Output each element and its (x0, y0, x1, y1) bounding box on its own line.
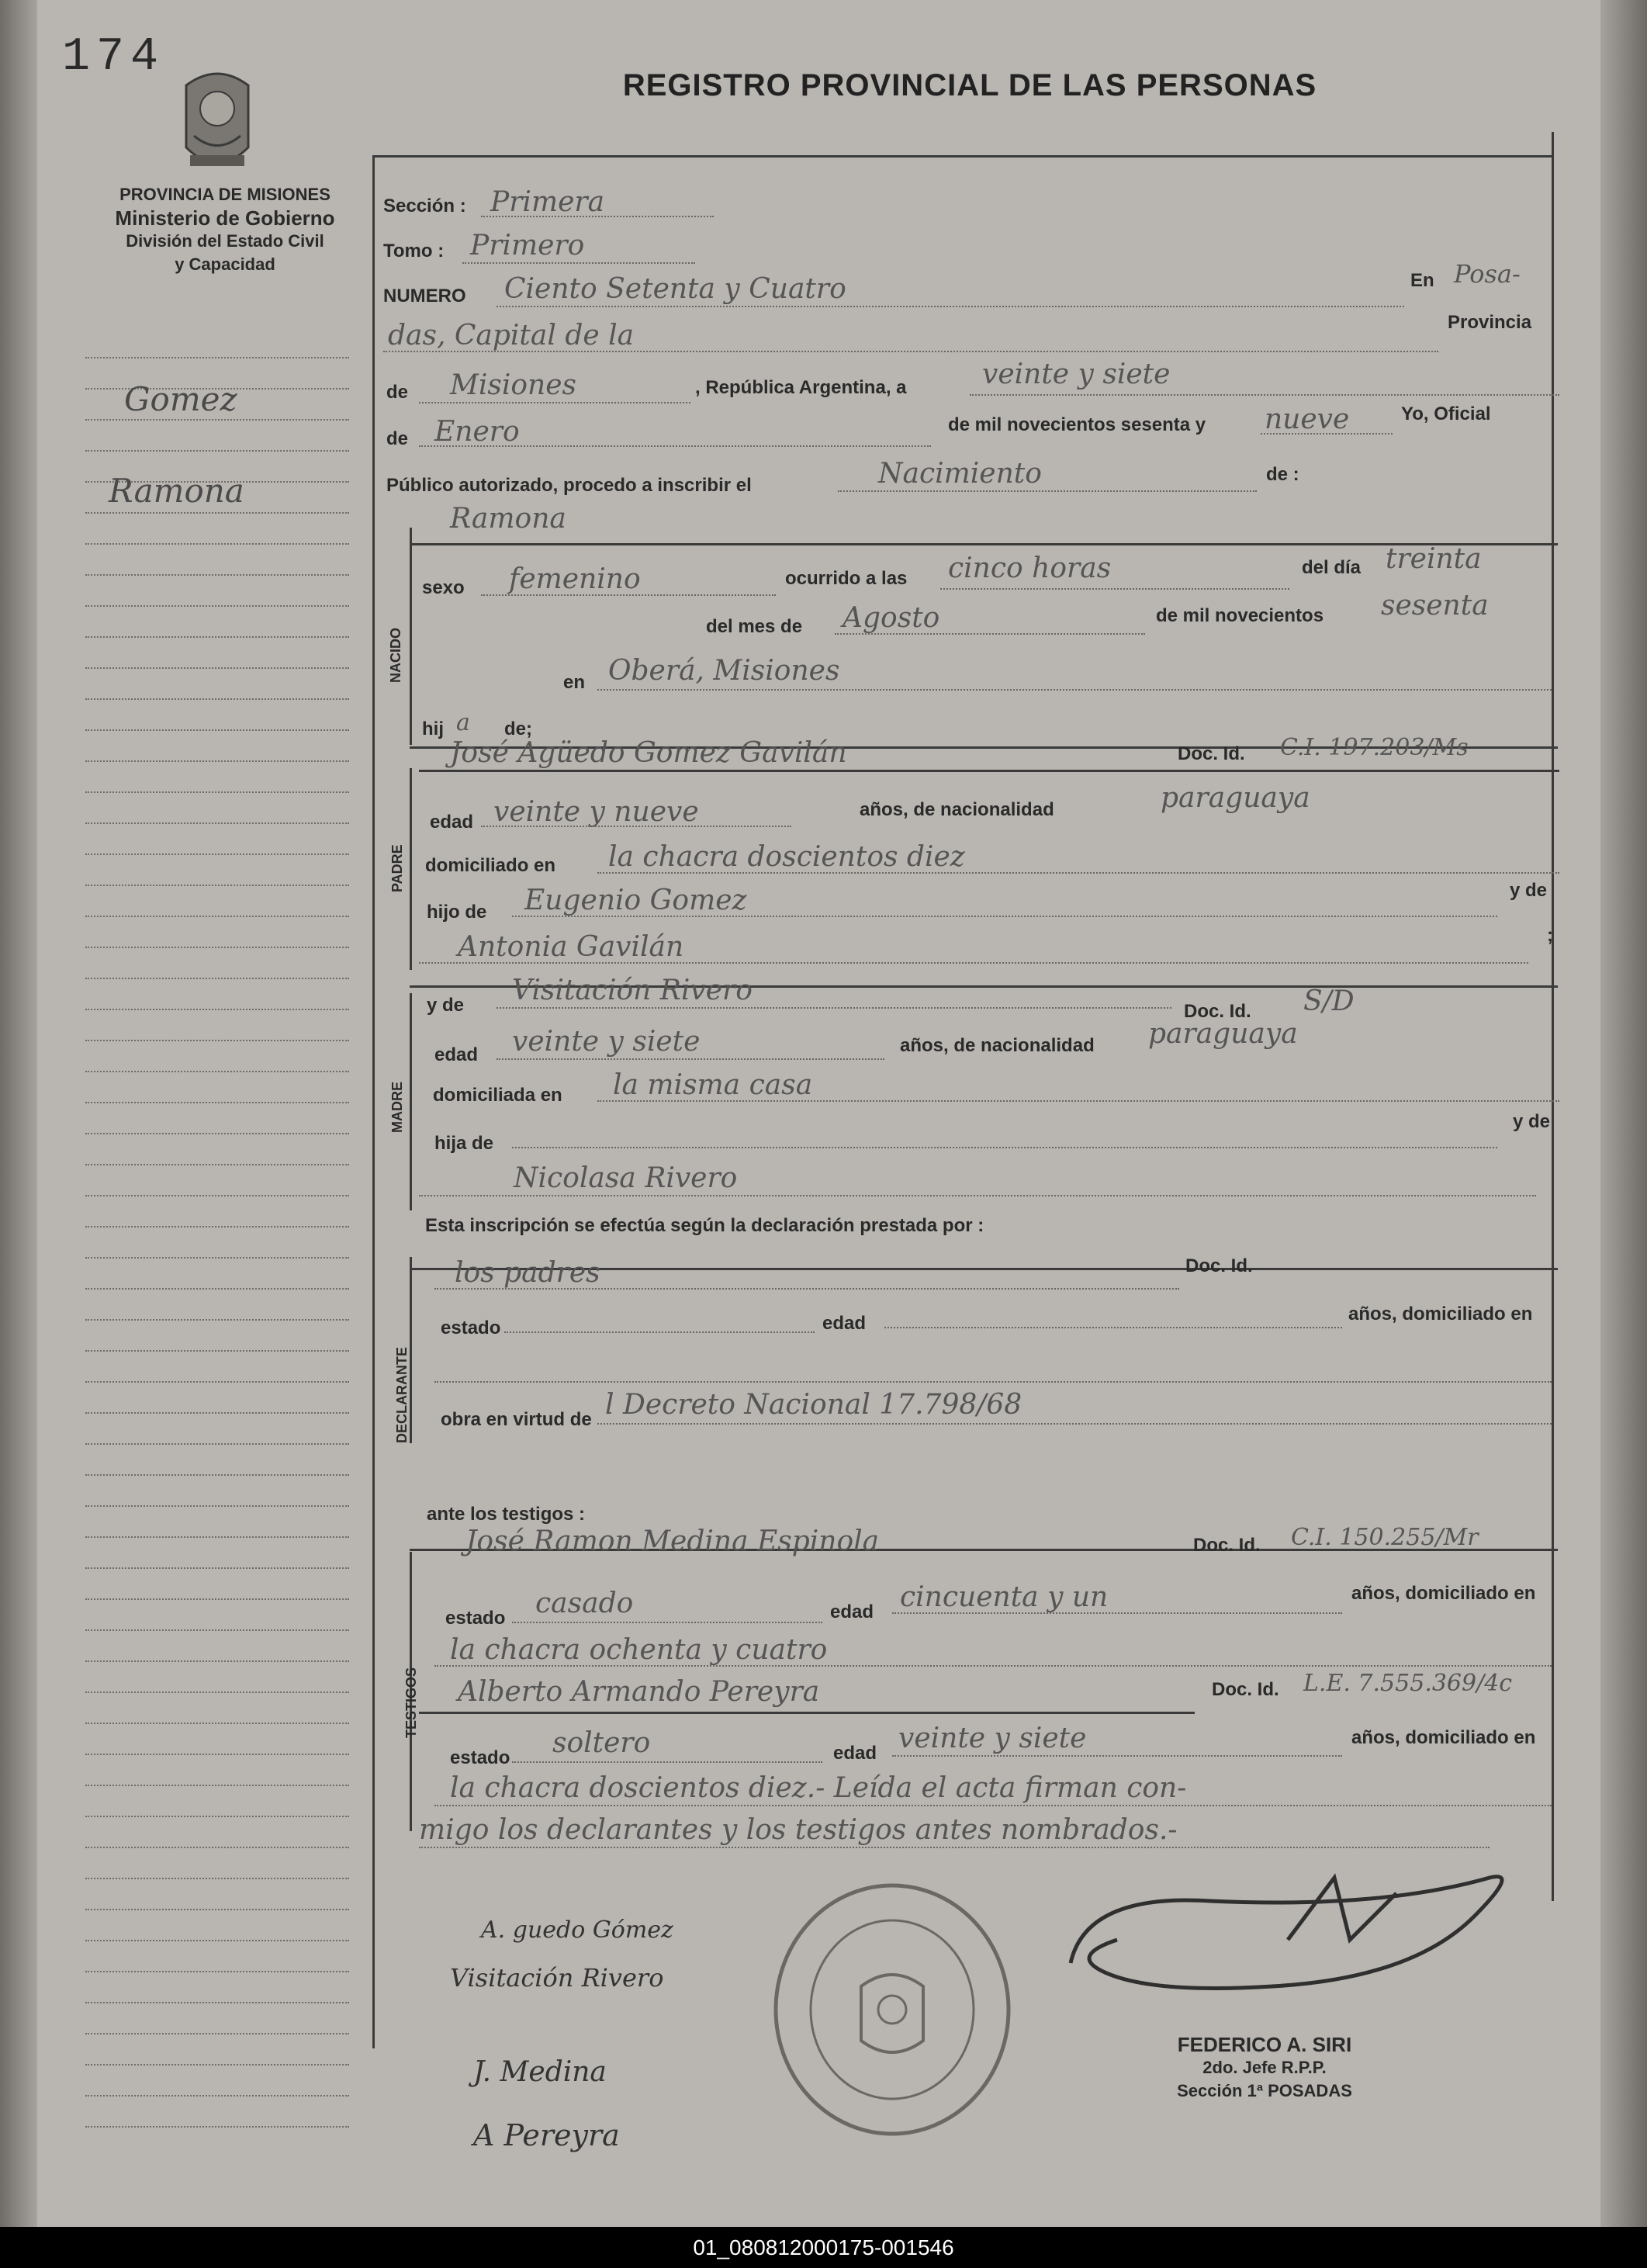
obra-label: obra en virtud de (441, 1409, 592, 1430)
madre-bracket (410, 993, 412, 1210)
margin-rule (85, 357, 349, 360)
margin-rule (85, 667, 349, 670)
sexo-value: femenino (509, 563, 641, 595)
margin-rule (85, 2095, 349, 2098)
margin-rule (85, 791, 349, 795)
en-label: En (1410, 270, 1434, 291)
margin-rule (85, 1102, 349, 1105)
hij-label: hij (422, 718, 444, 739)
madre-y-de-label: y de (427, 995, 465, 1016)
padre-edad-label: edad (430, 812, 474, 833)
padre-y-de-label: y de (1510, 880, 1548, 901)
madre-edad-line (497, 1058, 884, 1061)
padre-hijo-value: Eugenio Gomez (524, 885, 747, 916)
margin-rule (85, 2064, 349, 2067)
authority-ministry: Ministerio de Gobierno (115, 206, 335, 230)
margin-rule (85, 1257, 349, 1260)
ocurrido-label: ocurrido a las (785, 568, 908, 589)
margin-rule (85, 1319, 349, 1322)
margin-rule (85, 1443, 349, 1446)
hora-line (940, 588, 1289, 591)
signature-mother: Visitación Rivero (450, 1963, 664, 1993)
padre-madre-value: Antonia Gavilán (458, 931, 684, 963)
madre-edad-value: veinte y siete (512, 1026, 701, 1058)
margin-rule (85, 1847, 349, 1850)
margin-rule (85, 1816, 349, 1819)
madre-padres-value: Nicolasa Rivero (514, 1162, 738, 1194)
page-number: 174 (62, 31, 165, 84)
testigo2-estado-label: estado (450, 1747, 510, 1768)
declarante-intro: Esta inscripción se efectúa según la declaración prestada por : (425, 1215, 984, 1236)
testigo1-dom-line (434, 1665, 1552, 1668)
obra-line (597, 1423, 1552, 1426)
padre-edad-line (481, 826, 791, 829)
frame-top-rule (372, 155, 1552, 158)
numero-label: NUMERO (383, 286, 466, 306)
numero-value: Ciento Setenta y Cuatro (504, 273, 846, 305)
madre-doc-value: S/D (1303, 985, 1355, 1017)
testigo2-doc-label: Doc. Id. (1212, 1679, 1279, 1700)
hij-de-label: de; (504, 718, 532, 739)
declarante-doc-label: Doc. Id. (1185, 1255, 1253, 1276)
tomo-line (462, 262, 695, 265)
padre-doc-value: C.I. 197.203/Ms (1280, 734, 1469, 761)
testigo1-edad-line (892, 1612, 1342, 1615)
margin-rule (85, 1381, 349, 1384)
official-signature-flourish (1055, 1847, 1536, 2025)
padre-bracket (410, 768, 412, 970)
testigo2-edad-line (892, 1755, 1342, 1758)
padre-edad-value: veinte y nueve (493, 796, 699, 828)
de-line (419, 402, 690, 405)
testigo1-edad-label: edad (830, 1601, 874, 1622)
nacido-mil-label: de mil novecientos (1156, 605, 1324, 626)
margin-surname: Gomez (124, 380, 237, 418)
frame-left-rule (372, 155, 375, 2048)
padre-semicolon: ; (1547, 925, 1553, 946)
margin-rule (85, 1629, 349, 1633)
testigo2-name-rule (419, 1712, 1195, 1714)
binding-edge-right (1600, 0, 1647, 2227)
testigo1-doc: C.I. 150.255/Mr (1291, 1524, 1479, 1551)
sexo-line (481, 594, 776, 597)
margin-rule (85, 1133, 349, 1136)
margin-rule (85, 450, 349, 453)
margin-rule (85, 1909, 349, 1912)
margin-rule (85, 1350, 349, 1353)
madre-y-de2-label: y de (1513, 1111, 1551, 1132)
padre-nac-label: años, de nacionalidad (860, 799, 1054, 820)
de-label: de (386, 382, 409, 403)
mil-label: de mil novecientos sesenta y (948, 414, 1206, 435)
place-value: das, Capital de la (388, 320, 635, 351)
madre-nac-value: paraguaya (1148, 1018, 1298, 1050)
declarante-estado-label: estado (441, 1318, 501, 1338)
testigo2-estado-line (512, 1761, 822, 1764)
declarante-edad-label: edad (822, 1313, 867, 1334)
madre-dom-label: domiciliada en (433, 1085, 562, 1106)
provincia-label: Provincia (1448, 312, 1532, 333)
padre-dom-label: domiciliado en (425, 855, 556, 876)
document-title: REGISTRO PROVINCIAL DE LAS PERSONAS (622, 68, 1317, 102)
del-dia-label: del día (1302, 557, 1362, 578)
de3-label: de : (1266, 464, 1299, 485)
margin-rule (85, 1412, 349, 1415)
official-stamp (768, 1878, 1016, 2142)
margin-rule (85, 916, 349, 919)
dia-value: treinta (1386, 543, 1482, 575)
margin-rule (85, 1195, 349, 1198)
padre-name-rule (419, 770, 1559, 772)
signature-witness2: A Pereyra (473, 2118, 620, 2152)
padre-section-label: PADRE (389, 844, 405, 892)
padre-nac-value: paraguaya (1161, 782, 1310, 814)
obra-value: l Decreto Nacional 17.798/68 (605, 1389, 1022, 1421)
nacido-name: Ramona (450, 503, 566, 535)
testigo2-doc: L.E. 7.555.369/4c (1303, 1670, 1513, 1697)
madre-edad-label: edad (434, 1044, 479, 1065)
madre-hija-line (512, 1147, 1497, 1150)
image-id-footer: 01_080812000175-001546 (0, 2227, 1647, 2268)
margin-rule (85, 1164, 349, 1167)
margin-rule (85, 1567, 349, 1570)
madre-name: Visitación Rivero (512, 975, 753, 1006)
margin-rule (85, 1505, 349, 1508)
authority-division-2: y Capacidad (175, 255, 275, 274)
declarante-anios-label: años, domiciliado en (1348, 1304, 1533, 1324)
margin-rule (85, 543, 349, 546)
lugar-line (597, 689, 1552, 692)
hij-value: a (456, 709, 470, 736)
margin-rule (85, 698, 349, 701)
margin-rule (85, 1009, 349, 1012)
margin-rule (85, 1660, 349, 1664)
coat-of-arms-seal (171, 62, 264, 178)
padre-dom-line (597, 872, 1559, 875)
padre-madre-line (419, 962, 1528, 965)
place-line (383, 351, 1438, 354)
padre-hijo-label: hijo de (427, 902, 487, 923)
binding-edge-left (0, 0, 37, 2227)
frame-right-rule (1552, 132, 1554, 1901)
en-value: Posa- (1454, 259, 1521, 289)
margin-rule (85, 978, 349, 981)
margin-rule (85, 854, 349, 857)
madre-dom-value: la misma casa (613, 1069, 813, 1101)
nacido-bracket (410, 528, 412, 745)
mes-line (835, 633, 1145, 636)
declarante-dom-line (434, 1381, 1552, 1384)
seccion-label: Sección : (383, 196, 466, 216)
margin-rule (85, 1940, 349, 1943)
margin-rule (85, 1754, 349, 1757)
declarante-edad-line (884, 1327, 1342, 1330)
madre-hija-label: hija de (434, 1133, 494, 1154)
tomo-value: Primero (470, 230, 585, 261)
madre-doc-label: Doc. Id. (1184, 1001, 1251, 1022)
day-line (970, 394, 1559, 397)
tomo-label: Tomo : (383, 241, 445, 261)
seccion-line (481, 216, 714, 219)
margin-rule (85, 574, 349, 577)
margin-rule (85, 1226, 349, 1229)
signature-father: A. guedo Gómez (481, 1917, 673, 1944)
official-role: 2do. Jefe R.P.P. (1202, 2058, 1327, 2077)
madre-name-line (497, 1007, 1171, 1010)
margin-rule (85, 1071, 349, 1074)
lugar-label: en (563, 672, 586, 693)
testigo1-estado: casado (535, 1588, 634, 1619)
margin-rule (85, 729, 349, 732)
testigo2-edad-label: edad (833, 1743, 877, 1764)
margin-rule (85, 636, 349, 639)
margin-rule (85, 2002, 349, 2005)
closing-text: migo los declarantes y los testigos antes nombrados.- (419, 1814, 1178, 1846)
testigo1-estado-line (512, 1622, 822, 1625)
padre-name: José Agüedo Gomez Gavilán (450, 737, 847, 769)
sexo-label: sexo (422, 577, 465, 598)
republica-label: , República Argentina, a (695, 377, 907, 398)
margin-rule (85, 947, 349, 950)
margin-rule (85, 885, 349, 888)
del-mes-label: del mes de (706, 616, 803, 637)
margin-rule (85, 760, 349, 764)
margin-rule (85, 1536, 349, 1539)
seccion-value: Primera (490, 186, 605, 218)
margin-rule (85, 1474, 349, 1477)
madre-section-label: MADRE (389, 1082, 405, 1133)
de-value: Misiones (450, 369, 577, 401)
year-line (1261, 433, 1393, 436)
mes-value: Agosto (843, 602, 940, 634)
declarante-section-label: DECLARANTE (394, 1347, 410, 1443)
margin-rule (85, 822, 349, 826)
margin-rule (85, 2126, 349, 2129)
padre-hijo-line (512, 916, 1497, 919)
testigo1-doc-label: Doc. Id. (1193, 1535, 1261, 1556)
official-section: Sección 1ª POSADAS (1177, 2081, 1352, 2100)
margin-rule (85, 1785, 349, 1788)
official-block (1102, 2033, 1427, 2103)
testigo2-name: Alberto Armando Pereyra (458, 1676, 820, 1708)
testigo1-dom: la chacra ochenta y cuatro (450, 1634, 828, 1666)
testigo2-dom-line (434, 1805, 1552, 1808)
acto-value: Nacimiento (878, 458, 1042, 490)
margin-rule (85, 1288, 349, 1291)
authority-province: PROVINCIA DE MISIONES (119, 185, 330, 204)
margin-rule (85, 1040, 349, 1043)
anio-value: sesenta (1381, 590, 1489, 622)
testigo2-estado: soltero (552, 1727, 651, 1759)
testigo1-anios-label: años, domiciliado en (1351, 1583, 1536, 1604)
month-line (419, 445, 931, 448)
testigos-section-label: TESTIGOS (403, 1667, 419, 1738)
testigo2-anios-label: años, domiciliado en (1351, 1727, 1536, 1748)
official-name: FEDERICO A. SIRI (1177, 2033, 1352, 2056)
signature-witness1: J. Medina (473, 2056, 607, 2088)
margin-rule (85, 1878, 349, 1881)
margin-given-name: Ramona (109, 472, 244, 510)
madre-nac-label: años, de nacionalidad (900, 1035, 1095, 1056)
margin-rule (85, 1691, 349, 1695)
month-value: Enero (434, 416, 520, 448)
declarante-estado-line (504, 1331, 815, 1335)
numero-line (497, 306, 1404, 309)
margin-rule (85, 605, 349, 608)
lugar-value: Oberá, Misiones (608, 655, 840, 687)
issuing-authority (78, 183, 372, 276)
margin-rule (85, 1723, 349, 1726)
day-value: veinte y siete (982, 358, 1171, 390)
testigo2-dom: la chacra doscientos diez.- Leída el acta firman con- (450, 1772, 1187, 1804)
declarante-name-line (434, 1288, 1179, 1291)
margin-rule (85, 419, 349, 422)
margin-rule (85, 1598, 349, 1601)
madre-dom-line (597, 1100, 1559, 1103)
testigo1-name: José Ramon Medina Espinola (465, 1525, 880, 1557)
margin-rule (85, 1971, 349, 1974)
year-value: nueve (1265, 403, 1350, 435)
testigo1-estado-label: estado (445, 1608, 506, 1629)
padre-doc-label: Doc. Id. (1178, 743, 1245, 764)
declarante-name: los padres (455, 1257, 600, 1289)
padre-dom-value: la chacra doscientos diez (608, 841, 965, 873)
madre-padres-line (419, 1195, 1536, 1198)
de2-label: de (386, 428, 409, 449)
testigo1-edad: cincuenta y un (900, 1581, 1109, 1613)
nacido-section-label: NACIDO (388, 628, 403, 683)
publico-label: Público autorizado, procedo a inscribir el (386, 475, 752, 496)
margin-rule (85, 512, 349, 515)
acto-line (838, 490, 1257, 493)
hora-value: cinco horas (948, 552, 1112, 584)
margin-rule (85, 2033, 349, 2036)
yo-oficial-label: Yo, Oficial (1401, 403, 1491, 424)
testigo2-edad: veinte y siete (898, 1723, 1087, 1754)
authority-division: División del Estado Civil (126, 231, 324, 251)
testigos-intro: ante los testigos : (427, 1504, 586, 1525)
